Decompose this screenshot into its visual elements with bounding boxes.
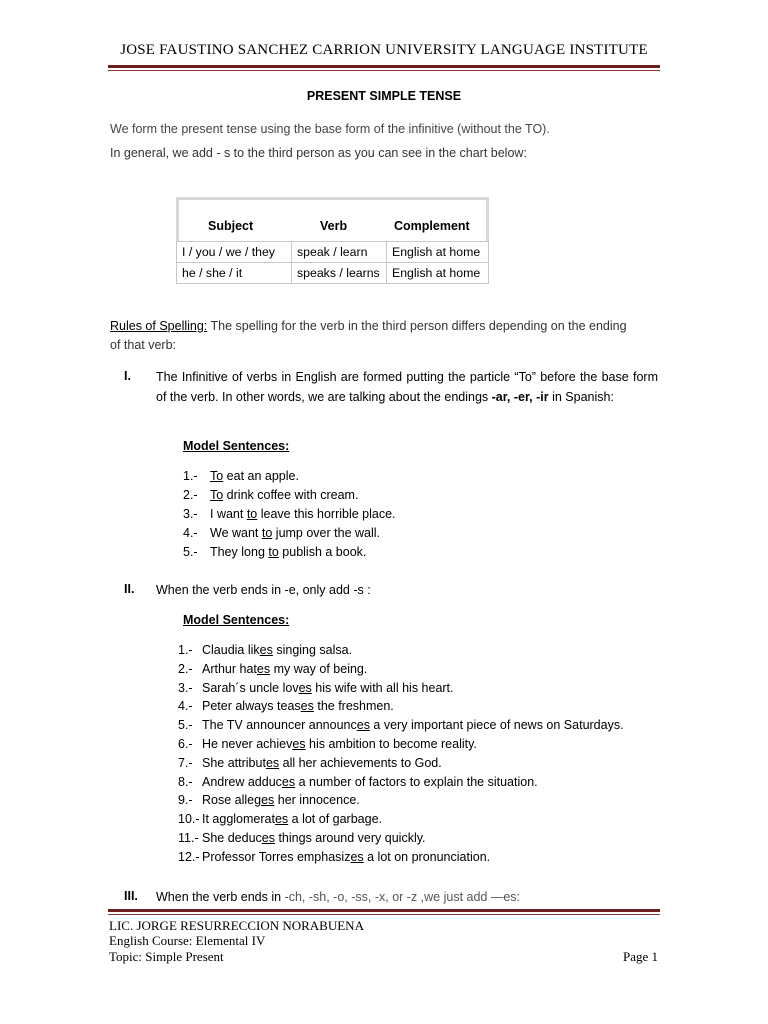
table-cell-verb: speak / learn [291, 242, 386, 262]
list-item-number: 3.- [183, 507, 198, 521]
list-item-text: Arthur hat [202, 661, 257, 676]
list-item-text-end: her innocence. [274, 793, 360, 808]
list-item [178, 699, 394, 713]
list-item-highlight: To [210, 469, 224, 483]
section-1-body: The Infinitive of verbs in English are formed putting the particle “To” before the base form of the verb. In other words, we are talking about the endings [156, 370, 658, 404]
list-item-number: 1.- [178, 643, 193, 657]
list-item-text: Claudia lik [202, 643, 260, 657]
rules-text-1: The spelling for the verb in the third person differs depending on the ending [207, 319, 627, 333]
list-item-number: 1.- [183, 469, 198, 483]
list-item-text-end: drink coffee with cream. [223, 488, 359, 502]
section-3-body: When the verb ends in [156, 890, 285, 904]
list-item-text-end: a number of factors to explain the situation. [295, 774, 538, 789]
list-item-text-end: leave this horrible place. [257, 507, 396, 521]
list-item-number: 6.- [178, 737, 193, 751]
list-item-text-end: eat an apple. [223, 469, 299, 483]
list-item [183, 507, 396, 521]
list-item-highlight: to [261, 526, 273, 540]
section-1-body-end: in Spanish: [552, 389, 614, 404]
section-1-numeral: I. [124, 369, 131, 383]
header-rule-thin [108, 70, 660, 71]
list-item [178, 850, 490, 864]
list-item-number: 5.- [178, 718, 193, 733]
list-item-number: 2.- [178, 661, 193, 676]
list-item [178, 812, 382, 826]
footer-course: English Course: Elemental IV [109, 933, 266, 948]
table-cell-subject: I / you / we / they [176, 242, 291, 262]
list-item [178, 718, 624, 732]
list-item-text: He never achiev [202, 737, 293, 751]
document-title: PRESENT SIMPLE TENSE [306, 89, 462, 103]
list-item-highlight: es [350, 849, 364, 864]
list-item [178, 662, 367, 676]
list-item [178, 793, 360, 807]
section-2-model-heading: Model Sentences: [183, 613, 290, 627]
list-item-highlight: es [281, 774, 296, 789]
list-item-text: Professor Torres emphasiz [202, 849, 351, 864]
intro-line-1: We form the present tense using the base form of the infinitive (without the TO). [110, 122, 550, 136]
intro-line-2: In general, we add - s to the third person as you can see in the chart below: [110, 146, 527, 160]
list-item [178, 775, 538, 789]
table-cell-complement: English at home [386, 263, 489, 283]
list-item-highlight: es [256, 661, 271, 676]
conjugation-table [176, 197, 489, 285]
list-item-text: We want [210, 526, 262, 540]
table-header-complement: Complement [394, 219, 470, 233]
list-item-text-end: his ambition to become reality. [305, 737, 477, 751]
list-item-highlight: es [261, 831, 275, 845]
table-cell-verb: speaks / learns [291, 263, 386, 283]
list-item-number: 12.- [178, 849, 200, 864]
list-item-text: They long [210, 545, 269, 559]
list-item-number: 8.- [178, 774, 193, 789]
list-item-number: 9.- [178, 793, 193, 808]
list-item-highlight: es [298, 680, 312, 695]
header-title: JOSE FAUSTINO SANCHEZ CARRION UNIVERSITY LANGUAGE INSTITUTE [120, 42, 648, 58]
footer-rule-thick [108, 909, 660, 912]
list-item-text-end: a lot of garbage. [288, 812, 382, 827]
list-item-text: Rose alleg [202, 793, 262, 808]
footer-author: LIC. JORGE RESURRECCION NORABUENA [109, 918, 364, 933]
list-item-highlight: es [300, 699, 314, 714]
section-2-numeral: II. [124, 582, 135, 596]
list-item [183, 526, 380, 540]
list-item-text-end: a lot on pronunciation. [363, 849, 491, 864]
list-item-text: The TV announcer announc [202, 718, 357, 733]
rules-paragraph [110, 317, 655, 355]
list-item [178, 737, 477, 751]
list-item-text-end: publish a book. [278, 545, 367, 559]
list-item-text: I want [210, 507, 247, 521]
section-1-model-heading: Model Sentences: [183, 439, 290, 453]
list-item-text: Sarah´s uncle lov [202, 680, 299, 695]
section-2-text: When the verb ends in -e, only add -s : [156, 583, 371, 597]
section-3-text [156, 888, 658, 908]
table-header-verb: Verb [320, 219, 348, 233]
list-item-number: 7.- [178, 755, 193, 770]
section-3-numeral: III. [124, 889, 138, 903]
list-item [178, 756, 442, 770]
list-item-number: 4.- [183, 526, 198, 540]
list-item-highlight: es [261, 793, 275, 808]
list-item [178, 681, 454, 695]
page-number: Page 1 [622, 949, 658, 964]
section-3-endings: -ch, -sh, -o, -ss, -x, or -z ,we just add —es: [284, 890, 521, 904]
rules-text-2: of that verb: [110, 338, 177, 352]
list-item-highlight: es [274, 812, 289, 827]
list-item-number: 2.- [183, 488, 198, 502]
list-item-text: She deduc [202, 831, 262, 845]
list-item-text: Andrew adduc [202, 774, 282, 789]
list-item-highlight: es [259, 643, 273, 657]
list-item-text-end: all her achievements to God. [279, 755, 442, 770]
list-item-highlight: to [268, 545, 279, 559]
table-cell-complement: English at home [386, 242, 489, 262]
list-item-number: 10.- [178, 812, 200, 827]
list-item-number: 11.- [178, 831, 199, 845]
list-item-text-end: things around very quickly. [274, 831, 426, 845]
list-item-number: 5.- [183, 545, 198, 559]
list-item-text-end: jump over the wall. [272, 526, 380, 540]
list-item-highlight: to [246, 507, 258, 521]
list-item-text-end: a very important piece of news on Saturdays. [369, 718, 624, 733]
list-item-text: It agglomerat [202, 812, 275, 827]
header-rule-thick [108, 65, 660, 68]
list-item-highlight: To [210, 488, 224, 502]
footer-rule-thin [108, 914, 660, 915]
list-item-number: 3.- [178, 680, 193, 695]
list-item-text-end: the freshmen. [313, 699, 394, 714]
list-item-text: Peter always teas [202, 699, 301, 714]
list-item [183, 469, 299, 483]
list-item-highlight: es [356, 718, 370, 733]
list-item-text: She attribut [202, 755, 266, 770]
list-item-highlight: es [292, 737, 306, 751]
table-row [176, 262, 489, 284]
list-item [183, 488, 358, 502]
list-item [178, 643, 352, 657]
table-header-subject: Subject [208, 219, 254, 233]
table-row [176, 241, 489, 262]
rules-label: Rules of Spelling: [110, 319, 208, 333]
list-item-text-end: his wife with all his heart. [311, 680, 454, 695]
list-item-number: 4.- [178, 699, 193, 714]
list-item-text-end: my way of being. [270, 661, 368, 676]
section-1-endings: -ar, -er, -ir [491, 389, 549, 404]
section-1-text [156, 368, 658, 407]
list-item-text-end: singing salsa. [272, 643, 353, 657]
footer-topic: Topic: Simple Present [109, 949, 224, 964]
list-item [183, 545, 366, 559]
list-item [178, 831, 426, 845]
table-cell-subject: he / she / it [176, 263, 291, 283]
list-item-highlight: es [265, 755, 280, 770]
